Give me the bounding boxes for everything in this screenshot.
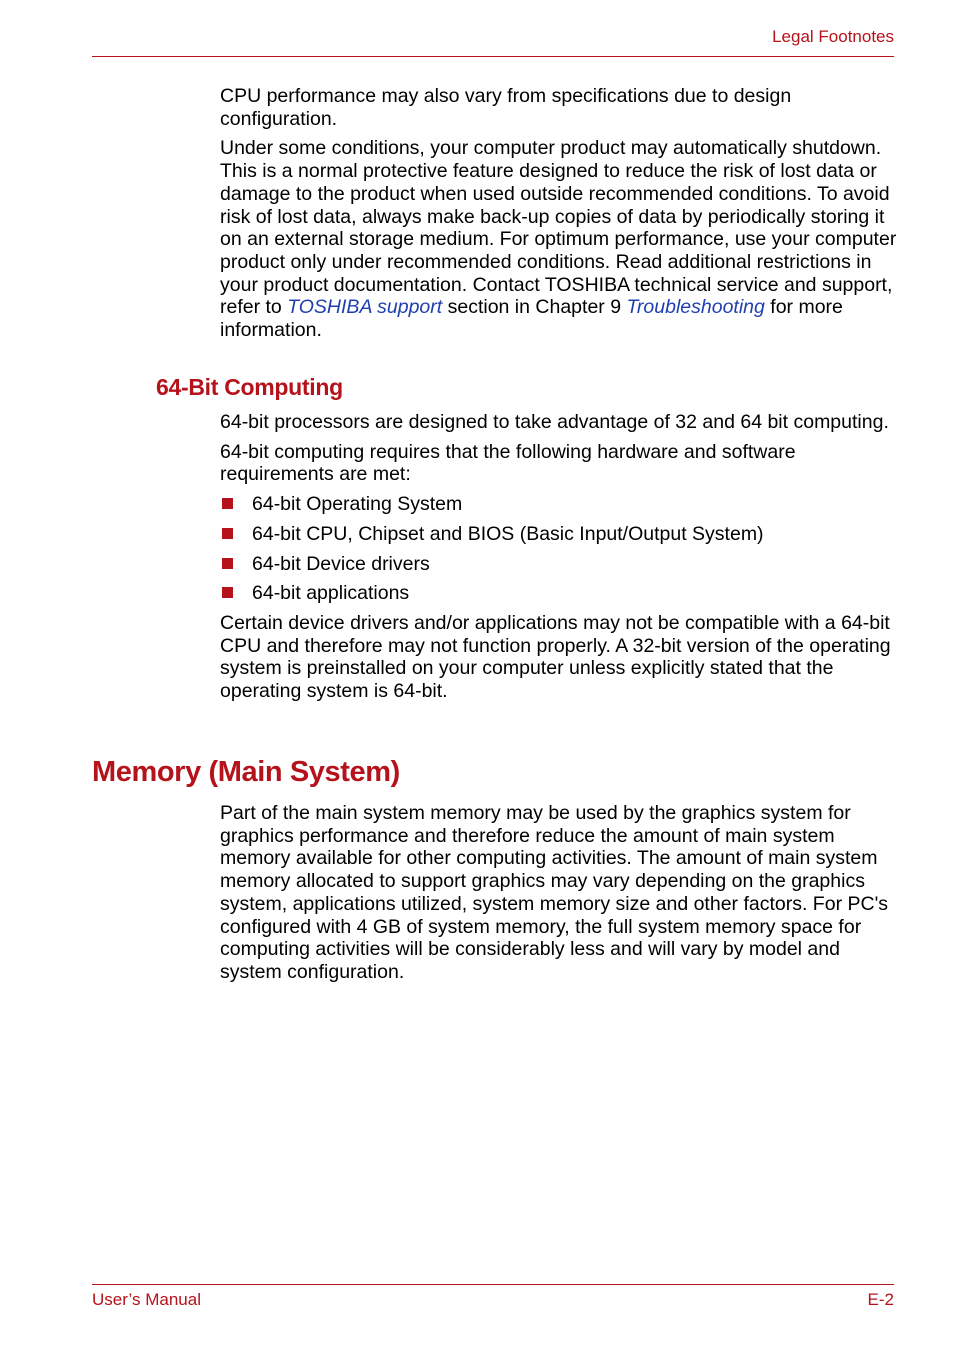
footer-manual-title: User’s Manual bbox=[92, 1290, 201, 1309]
troubleshooting-link[interactable]: Troubleshooting bbox=[626, 296, 765, 319]
list-item-text: 64-bit CPU, Chipset and BIOS (Basic Input/Output System) bbox=[252, 522, 764, 545]
cpu-paragraph-2-text-a: Under some conditions, your computer product may automatically shutdown. This is a normal protective feature designed to reduce the risk of lost data or damage to the product when used outside recommended conditions. To avoid risk of lost data, always make back-up copies of data by periodically storing it on an external storage medium. For optimum performance, use your computer product only under recommended conditions. Read additional restrictions in your product documentation. Contact TOSHIBA technical service and support, refer to bbox=[220, 137, 897, 319]
cpu-section bbox=[220, 85, 900, 349]
list-item-text: 64-bit Operating System bbox=[252, 493, 463, 516]
bit64-paragraph-2: 64-bit computing requires that the following hardware and software requirements are met: bbox=[220, 440, 796, 486]
running-header-title: Legal Footnotes bbox=[772, 27, 894, 46]
square-bullet-icon bbox=[222, 498, 233, 509]
page-number: E-2 bbox=[867, 1290, 894, 1309]
requirements-list bbox=[220, 493, 900, 605]
square-bullet-icon bbox=[222, 587, 233, 598]
memory-heading: Memory (Main System) bbox=[92, 756, 400, 788]
bit64-paragraph-1: 64-bit processors are designed to take advantage of 32 and 64 bit computing. bbox=[220, 411, 889, 433]
bit64-section bbox=[220, 411, 900, 710]
cpu-paragraph-1: CPU performance may also vary from specifications due to design configuration. bbox=[220, 85, 792, 130]
list-item bbox=[220, 553, 900, 576]
square-bullet-icon bbox=[222, 558, 233, 569]
list-item-text: 64-bit Device drivers bbox=[252, 552, 430, 575]
list-item bbox=[220, 523, 900, 546]
header-rule bbox=[92, 56, 894, 57]
bit64-heading: 64-Bit Computing bbox=[156, 374, 343, 400]
square-bullet-icon bbox=[222, 528, 233, 539]
memory-paragraph-1: Part of the main system memory may be used by the graphics system for graphics performance and therefore reduce the amount of main system memory available for other computing activities. The amount of main system memory allocated to support graphics may vary depending on the graphics system, applications utilized, system memory size and other factors. For PC's configured with 4 GB of system memory, the full system memory space for computing activities will be considerably less and will vary by model and system configuration. bbox=[220, 802, 889, 983]
cpu-paragraph-2-text-b: section in Chapter 9 bbox=[442, 296, 627, 319]
list-item-text: 64-bit applications bbox=[252, 582, 410, 605]
cpu-paragraph-2 bbox=[220, 137, 900, 341]
cpu-paragraph-2-text-c: for more information. bbox=[220, 296, 843, 342]
list-item bbox=[220, 582, 900, 605]
memory-section bbox=[220, 802, 900, 991]
toshiba-support-link[interactable]: TOSHIBA support bbox=[287, 296, 443, 319]
footer-rule bbox=[92, 1284, 894, 1285]
bit64-paragraph-3: Certain device drivers and/or applications may not be compatible with a 64-bit CPU and therefore may not function properly. A 32-bit version of the operating system is preinstalled on your computer unless explicitly stated that the operating system is 64-bit. bbox=[220, 611, 891, 703]
list-item bbox=[220, 493, 900, 516]
